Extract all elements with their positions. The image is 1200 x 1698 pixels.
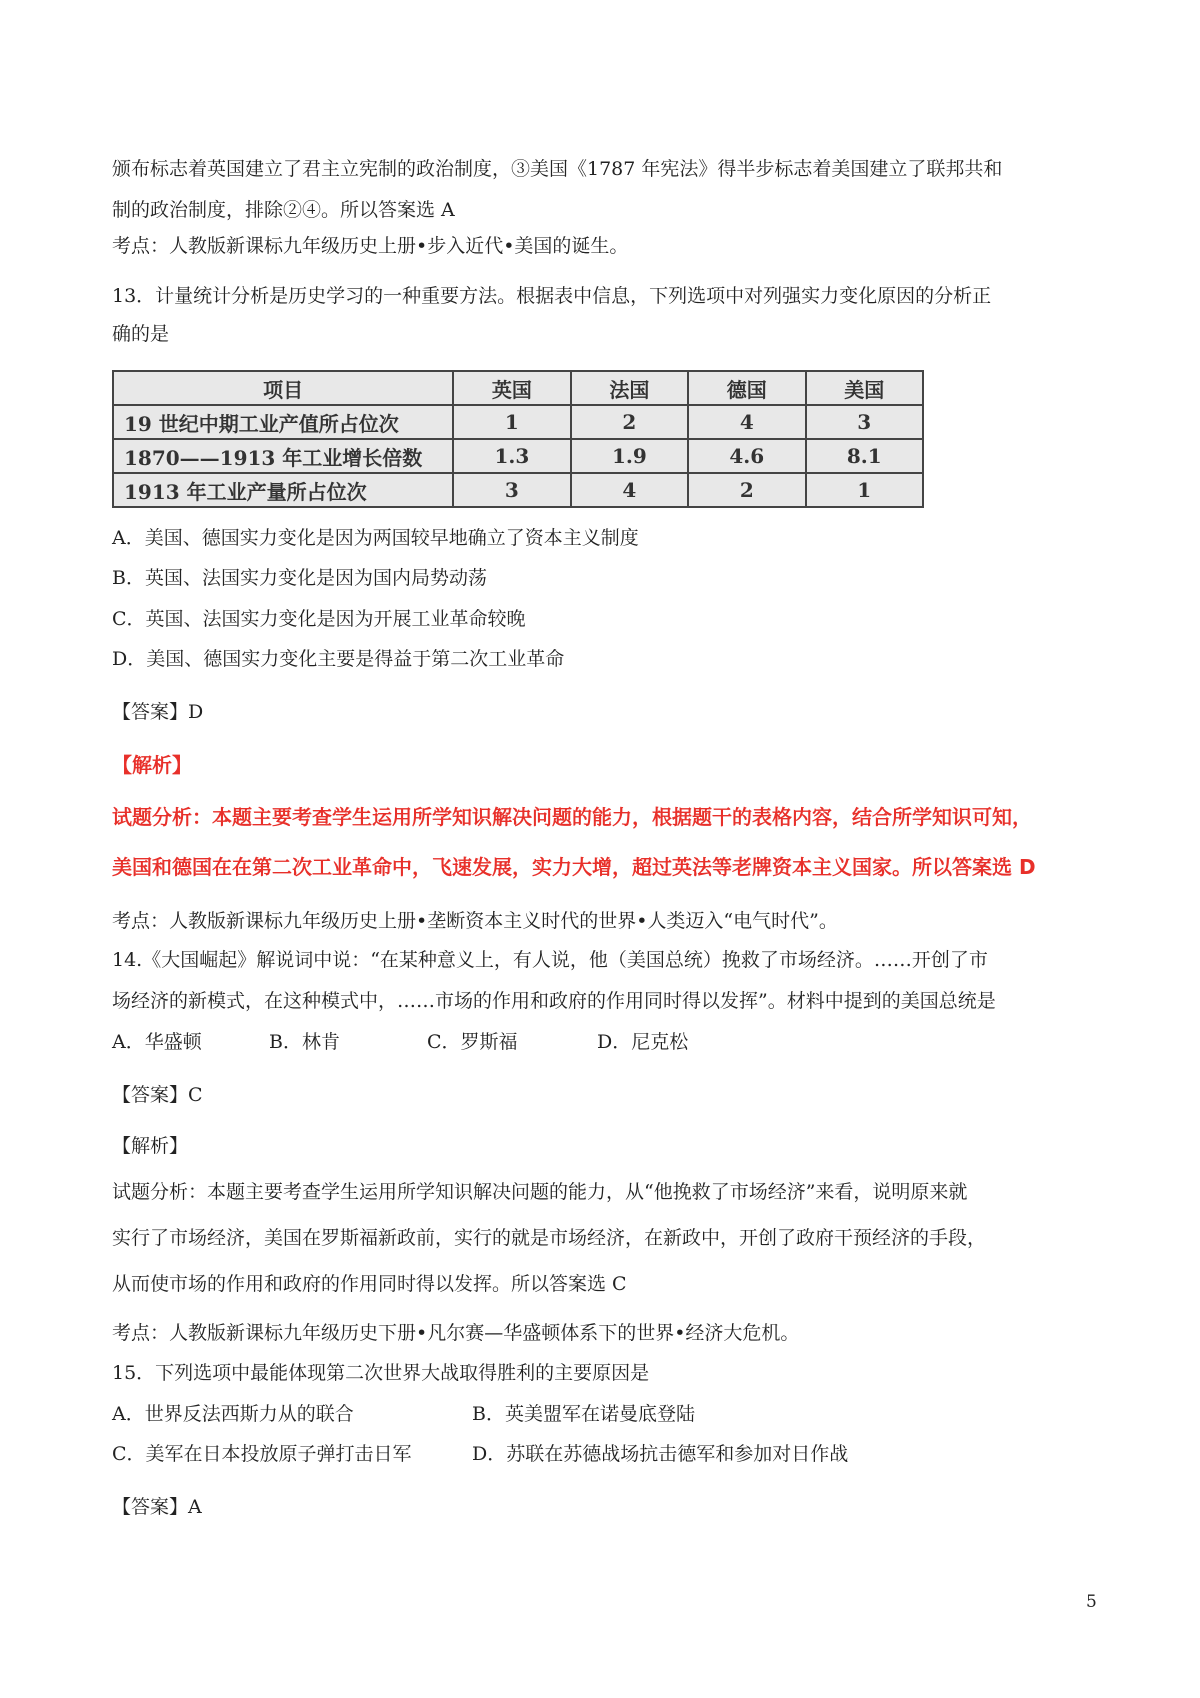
table-cell: 1 bbox=[806, 473, 923, 507]
table-cell: 2 bbox=[688, 473, 805, 507]
table-row bbox=[113, 405, 923, 439]
q14-analysis-label: 【解析】 bbox=[112, 1135, 189, 1157]
q15-options-row-2 bbox=[112, 1442, 848, 1466]
intro-line-2: 制的政治制度，排除②④。所以答案选 A bbox=[112, 199, 455, 221]
q13-answer: 【答案】D bbox=[112, 701, 204, 723]
table-row bbox=[113, 439, 923, 473]
q15-option-b: B．英美盟军在诺曼底登陆 bbox=[472, 1403, 695, 1425]
table-cell: 3 bbox=[453, 473, 570, 507]
table-cell: 3 bbox=[806, 405, 923, 439]
table-row bbox=[113, 473, 923, 507]
table-cell: 2 bbox=[571, 405, 688, 439]
table-cell: 1 bbox=[453, 405, 570, 439]
table-header-cell: 德国 bbox=[688, 371, 805, 405]
table-cell: 1870——1913 年工业增长倍数 bbox=[113, 439, 453, 473]
q13-stem-line-2: 确的是 bbox=[112, 323, 170, 345]
q15-option-d: D．苏联在苏德战场抗击德军和参加对日作战 bbox=[472, 1443, 849, 1465]
q15-option-a: A．世界反法西斯力从的联合 bbox=[112, 1403, 354, 1425]
q13-kaodian: 考点：人教版新课标九年级历史上册•垄断资本主义时代的世界•人类迈入“电气时代”。 bbox=[112, 910, 838, 932]
q13-stats-table bbox=[112, 370, 924, 508]
intro-kaodian: 考点：人教版新课标九年级历史上册•步入近代•美国的诞生。 bbox=[112, 235, 629, 257]
q14-stem-line-2: 场经济的新模式，在这种模式中，……市场的作用和政府的作用同时得以发挥”。材料中提到的美国总统是 bbox=[112, 990, 996, 1012]
q13-option-c: C．英国、法国实力变化是因为开展工业革命较晚 bbox=[112, 608, 526, 630]
q14-analysis-line-3: 从而使市场的作用和政府的作用同时得以发挥。所以答案选 C bbox=[112, 1273, 627, 1295]
q13-analysis-line-1: 试题分析：本题主要考查学生运用所学知识解决问题的能力，根据题干的表格内容，结合所学知识可知， bbox=[112, 805, 1032, 829]
q13-option-d: D．美国、德国实力变化主要是得益于第二次工业革命 bbox=[112, 648, 565, 670]
q15-option-c: C．美军在日本投放原子弹打击日军 bbox=[112, 1443, 412, 1465]
q14-options-row bbox=[112, 1030, 688, 1054]
q13-analysis-line-2: 美国和德国在在第二次工业革命中，飞速发展，实力大增，超过英法等老牌资本主义国家。所以答案选 D bbox=[112, 855, 1036, 879]
q15-options-row-1 bbox=[112, 1402, 695, 1426]
q14-analysis-line-2: 实行了市场经济，美国在罗斯福新政前，实行的就是市场经济，在新政中，开创了政府干预经济的手段， bbox=[112, 1227, 987, 1249]
table-cell: 1.3 bbox=[453, 439, 570, 473]
q15-stem: 15．下列选项中最能体现第二次世界大战取得胜利的主要原因是 bbox=[112, 1362, 650, 1384]
table-cell: 4 bbox=[571, 473, 688, 507]
table-header-cell: 项目 bbox=[113, 371, 453, 405]
q14-analysis-line-1: 试题分析：本题主要考查学生运用所学知识解决问题的能力，从“他挽救了市场经济”来看，说明原来就 bbox=[112, 1181, 968, 1203]
q13-stem-line-1: 13．计量统计分析是历史学习的一种重要方法。根据表中信息，下列选项中对列强实力变化原因的分析正 bbox=[112, 285, 992, 307]
q13-option-b: B．英国、法国实力变化是因为国内局势动荡 bbox=[112, 567, 487, 589]
table-header-cell: 英国 bbox=[453, 371, 570, 405]
table-cell: 8.1 bbox=[806, 439, 923, 473]
intro-line-1: 颁布标志着英国建立了君主立宪制的政治制度，③美国《1787 年宪法》得半步标志着美国建立了联邦共和 bbox=[112, 158, 1003, 180]
q14-kaodian: 考点：人教版新课标九年级历史下册•凡尔赛—华盛顿体系下的世界•经济大危机。 bbox=[112, 1322, 800, 1344]
table-header-cell: 美国 bbox=[806, 371, 923, 405]
q14-answer: 【答案】C bbox=[112, 1084, 203, 1106]
q15-answer: 【答案】A bbox=[112, 1496, 202, 1518]
table-cell: 1.9 bbox=[571, 439, 688, 473]
table-cell: 1913 年工业产量所占位次 bbox=[113, 473, 453, 507]
q14-stem-line-1: 14.《大国崛起》解说词中说：“在某种意义上，有人说，他（美国总统）挽救了市场经济。……开创了市 bbox=[112, 949, 988, 971]
q14-option-a: A．华盛顿 bbox=[112, 1031, 202, 1053]
table-cell: 4.6 bbox=[688, 439, 805, 473]
q14-option-c: C．罗斯福 bbox=[427, 1031, 518, 1053]
q13-option-a: A．美国、德国实力变化是因为两国较早地确立了资本主义制度 bbox=[112, 527, 639, 549]
table-cell: 4 bbox=[688, 405, 805, 439]
table-cell: 19 世纪中期工业产值所占位次 bbox=[113, 405, 453, 439]
q13-analysis-label: 【解析】 bbox=[112, 753, 192, 777]
table-header-row bbox=[113, 371, 923, 405]
q14-option-d: D．尼克松 bbox=[597, 1031, 689, 1053]
table-header-cell: 法国 bbox=[571, 371, 688, 405]
page-number: 5 bbox=[1086, 1592, 1097, 1612]
q14-option-b: B．林肯 bbox=[269, 1031, 340, 1053]
